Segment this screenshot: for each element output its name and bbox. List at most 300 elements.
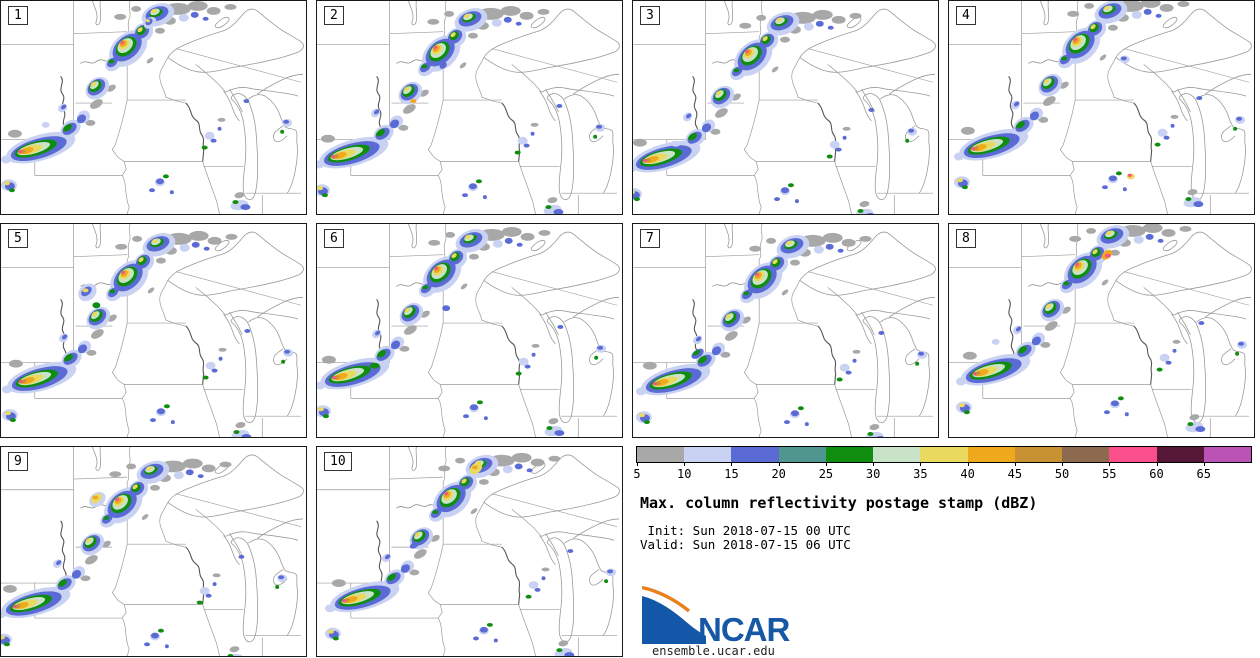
colorbar-tick — [1062, 462, 1063, 466]
radar-cell — [526, 595, 532, 599]
radar-cell — [739, 23, 751, 29]
radar-cell — [1198, 321, 1204, 325]
radar-cell — [1144, 9, 1152, 15]
radar-cell — [529, 581, 539, 589]
radar-cell — [275, 585, 279, 589]
radar-cell — [798, 406, 804, 410]
radar-cell — [1166, 361, 1172, 365]
radar-cell — [146, 56, 155, 64]
radar-cell — [1171, 124, 1175, 128]
radar-cell — [468, 33, 478, 39]
radar-cell — [212, 369, 218, 373]
radar-cell — [1134, 236, 1144, 244]
radar-cell — [503, 465, 513, 473]
radar-cell — [858, 209, 864, 213]
radar-cell — [1195, 426, 1205, 432]
radar-cell — [155, 28, 165, 34]
panel-map — [949, 224, 1254, 437]
radar-cell — [784, 420, 790, 424]
radar-cell — [103, 516, 109, 520]
radar-cell — [1164, 136, 1170, 140]
forecast-panel-5 — [0, 223, 307, 438]
radar-cell — [183, 459, 203, 469]
colorbar-tick-label: 5 — [633, 467, 641, 481]
radar-cell — [1189, 413, 1200, 421]
radar-cell — [521, 233, 535, 241]
radar-cell — [281, 360, 285, 364]
valid-time: Valid: Sun 2018-07-15 06 UTC — [640, 537, 851, 552]
radar-cell — [1084, 3, 1094, 9]
radar-cell — [1105, 254, 1111, 258]
radar-cell — [828, 26, 834, 30]
radar-cell — [1086, 228, 1096, 234]
radar-cell — [780, 37, 790, 43]
radar-cell — [114, 14, 126, 20]
radar-cell — [150, 418, 156, 422]
radar-cell — [771, 65, 780, 73]
radar-cell — [1116, 171, 1122, 175]
radar-cell — [607, 569, 613, 573]
radar-cell — [542, 568, 550, 572]
radar-cell — [781, 187, 789, 193]
radar-cell — [516, 22, 522, 26]
colorbar-segment — [920, 447, 967, 462]
radar-cell — [963, 352, 977, 360]
radar-cell — [202, 464, 216, 472]
radar-cell — [542, 576, 546, 580]
radar-cell — [556, 648, 562, 652]
init-valid-times — [640, 524, 851, 552]
radar-cell — [644, 420, 650, 424]
radar-cell — [961, 127, 975, 135]
radar-cell — [1233, 127, 1237, 131]
colorbar-tick-label: 45 — [1007, 467, 1023, 481]
colorbar-segment — [826, 447, 873, 462]
radar-cell — [557, 325, 563, 329]
radar-cell — [832, 16, 846, 24]
radar-cell — [836, 148, 842, 152]
radar-cell — [733, 68, 739, 72]
radar-cell — [869, 423, 880, 431]
radar-cell — [1156, 14, 1162, 18]
radar-cell — [1067, 11, 1079, 17]
radar-cell — [208, 237, 222, 245]
radar-cell — [1102, 185, 1108, 189]
radar-cell — [971, 147, 975, 150]
colorbar-segment — [1015, 447, 1062, 462]
ensemble-url: ensemble.ucar.edu — [652, 644, 775, 658]
radar-cell — [964, 410, 970, 414]
radar-cell — [278, 575, 284, 579]
radar-cell — [186, 469, 194, 475]
panel-number-badge: 7 — [640, 229, 660, 248]
colorbar-tick-label: 30 — [865, 467, 881, 481]
radar-cell — [321, 135, 335, 143]
radar-cell — [432, 510, 438, 514]
radar-cell — [816, 21, 824, 27]
radar-cell — [639, 413, 645, 417]
radar-cell — [494, 639, 498, 643]
colorbar-tick — [779, 462, 780, 466]
radar-cell — [211, 139, 217, 143]
radar-cell — [1132, 11, 1142, 19]
radar-cell — [126, 464, 136, 470]
radar-cell — [158, 629, 164, 633]
radar-cell — [165, 644, 169, 648]
forecast-panel-1 — [0, 0, 307, 215]
radar-cell — [473, 637, 479, 641]
radar-cell — [790, 260, 800, 266]
radar-cell — [487, 623, 493, 627]
forecast-panel-7 — [632, 223, 939, 438]
radar-cell — [519, 358, 529, 366]
radar-cell — [546, 426, 552, 430]
radar-cell — [203, 376, 209, 380]
radar-cell — [878, 331, 884, 335]
radar-cell — [179, 14, 189, 22]
radar-cell — [843, 127, 851, 131]
radar-cell — [643, 362, 657, 370]
panel-number-badge: 9 — [8, 452, 28, 471]
radar-cell — [843, 136, 847, 140]
panel-map — [317, 447, 622, 656]
radar-cell — [505, 238, 513, 244]
panel-number-badge: 6 — [324, 229, 344, 248]
radar-cell — [149, 188, 155, 192]
radar-cell — [164, 404, 170, 408]
radar-cell — [1193, 201, 1203, 207]
colorbar-segment — [1157, 447, 1204, 462]
radar-cell — [204, 247, 210, 251]
radar-cell — [1123, 187, 1127, 191]
radar-cell — [548, 417, 559, 425]
radar-cell — [531, 459, 545, 467]
radar-cell — [234, 191, 245, 199]
radar-cell — [328, 630, 334, 634]
colorbar-segment — [731, 447, 778, 462]
radar-cell — [115, 244, 127, 250]
radar-cell — [479, 479, 489, 485]
radar-cell — [218, 118, 226, 122]
radar-cell — [171, 420, 175, 424]
radar-cell — [517, 243, 523, 247]
panel-map — [1, 224, 306, 437]
radar-cell — [837, 378, 843, 382]
radar-cell — [283, 120, 289, 124]
radar-cell — [442, 305, 450, 311]
radar-cell — [4, 181, 10, 185]
radar-cell — [280, 130, 284, 134]
init-time: Init: Sun 2018-07-15 00 UTC — [640, 523, 851, 538]
radar-cell — [804, 23, 814, 31]
radar-cell — [156, 258, 166, 264]
radar-cell — [813, 10, 833, 20]
radar-cell — [180, 244, 190, 252]
panel-map — [1, 447, 306, 656]
radar-cell — [840, 364, 850, 372]
radar-cell — [567, 549, 573, 553]
colorbar-tick — [1015, 462, 1016, 466]
radar-cell — [156, 178, 164, 184]
radar-cell — [973, 372, 977, 375]
colorbar-tick — [637, 462, 638, 466]
radar-cell — [596, 125, 602, 129]
radar-cell — [455, 458, 465, 464]
radar-cell — [1099, 53, 1108, 61]
radar-cell — [13, 605, 17, 608]
radar-cell — [477, 400, 483, 404]
radar-cell — [323, 414, 329, 418]
radar-cell — [532, 344, 540, 348]
ncar-logo-swoosh-icon — [642, 586, 706, 644]
radar-cell — [157, 408, 165, 414]
radar-cell — [956, 378, 966, 386]
colorbar-segment — [1109, 447, 1156, 462]
radar-cell — [42, 122, 50, 128]
radar-cell — [1171, 115, 1179, 119]
forecast-panel-2 — [316, 0, 623, 215]
radar-cell — [421, 64, 427, 68]
radar-cell — [5, 411, 11, 415]
radar-cell — [1101, 278, 1110, 286]
radar-cell — [322, 356, 336, 364]
radar-cell — [132, 236, 142, 242]
radar-cell — [827, 155, 833, 159]
radar-cell — [1141, 1, 1161, 8]
radar-cell — [531, 132, 535, 136]
radar-cell — [959, 403, 965, 407]
radar-cell — [512, 453, 532, 463]
radar-cell — [594, 356, 598, 360]
radar-cell — [470, 507, 479, 515]
forecast-panel-10 — [316, 446, 623, 657]
legend-block — [632, 446, 1260, 657]
radar-cell — [957, 178, 963, 182]
radar-cell — [860, 236, 872, 242]
radar-cell — [4, 642, 10, 646]
radar-cell — [492, 19, 502, 27]
radar-cell — [147, 286, 156, 294]
colorbar-tick — [731, 462, 732, 466]
radar-cell — [918, 352, 924, 356]
radar-cell — [218, 127, 222, 131]
radar-cell — [1121, 56, 1127, 60]
radar-cell — [333, 637, 339, 641]
forecast-panel-8 — [948, 223, 1255, 438]
colorbar-segment — [684, 447, 731, 462]
radar-cell — [18, 150, 22, 153]
colorbar-tick — [873, 462, 874, 466]
radar-cell — [859, 200, 870, 208]
radar-cell — [463, 414, 469, 418]
reflectivity-colorbar — [636, 446, 1252, 463]
colorbar-tick-label: 25 — [818, 467, 834, 481]
radar-cell — [427, 19, 439, 25]
radar-cell — [131, 6, 141, 12]
radar-cell — [643, 159, 647, 162]
colorbar-segment — [1204, 447, 1251, 462]
radar-cell — [331, 155, 335, 158]
radar-cell — [766, 238, 776, 244]
radar-cell — [520, 12, 534, 20]
radar-cell — [962, 185, 968, 189]
radar-cell — [516, 372, 522, 376]
radar-cell — [460, 282, 469, 290]
radar-cell — [1162, 229, 1176, 237]
radar-cell — [850, 13, 862, 19]
radar-cell — [1158, 239, 1164, 243]
radar-cell — [781, 288, 790, 296]
radar-cell — [743, 291, 749, 295]
radar-cell — [1238, 342, 1244, 346]
forecast-panel-9 — [0, 446, 307, 657]
colorbar-tick — [968, 462, 969, 466]
radar-cell — [814, 246, 824, 254]
radar-cell — [82, 288, 88, 292]
radar-cell — [1118, 396, 1124, 400]
radar-cell — [205, 132, 215, 140]
radar-cell — [8, 130, 22, 138]
radar-cell — [671, 141, 681, 147]
radar-cell — [9, 188, 15, 192]
radar-cell — [1187, 422, 1193, 426]
radar-cell — [332, 579, 346, 587]
radar-cell — [1236, 117, 1242, 121]
radar-cell — [428, 240, 440, 246]
radar-cell — [220, 462, 232, 468]
colorbar-tick-label: 40 — [960, 467, 975, 481]
radar-cell — [539, 230, 551, 236]
radar-cell — [151, 633, 159, 639]
radar-cell — [3, 585, 17, 593]
radar-cell — [1160, 354, 1170, 362]
radar-cell — [826, 244, 834, 250]
colorbar-tick-label: 55 — [1102, 467, 1117, 481]
radar-cell — [146, 19, 150, 22]
radar-cell — [483, 195, 487, 199]
radar-cell — [823, 233, 843, 243]
radar-cell — [200, 587, 210, 595]
radar-cell — [846, 371, 852, 375]
radar-cell — [546, 205, 552, 209]
forecast-panel-4 — [948, 0, 1255, 215]
panel-number-badge: 10 — [324, 452, 352, 471]
radar-cell — [109, 471, 121, 477]
radar-cell — [445, 232, 455, 238]
radar-cell — [472, 465, 478, 469]
radar-cell — [515, 464, 523, 470]
radar-cell — [633, 139, 647, 147]
radar-cell — [1061, 56, 1067, 60]
colorbar-tick — [920, 462, 921, 466]
radar-cell — [905, 139, 909, 143]
colorbar-tick — [826, 462, 827, 466]
radar-cell — [867, 432, 873, 436]
panel-map — [317, 1, 622, 214]
radar-cell — [1157, 368, 1163, 372]
colorbar-segment — [1062, 447, 1109, 462]
radar-cell — [484, 416, 488, 420]
panel-map — [1, 1, 306, 214]
forecast-panel-6 — [316, 223, 623, 438]
radar-cell — [1111, 400, 1119, 406]
radar-cell — [1104, 410, 1110, 414]
radar-cell — [244, 329, 250, 333]
radar-cell — [1109, 175, 1117, 181]
radar-cell — [853, 350, 861, 354]
radar-cell — [144, 642, 150, 646]
radar-cell — [756, 15, 766, 21]
radar-cell — [597, 346, 603, 350]
radar-cell — [462, 193, 468, 197]
radar-cell — [317, 186, 323, 190]
radar-cell — [232, 200, 238, 204]
radar-cell — [1187, 188, 1198, 196]
radar-cell — [868, 108, 874, 112]
radar-cell — [108, 59, 114, 63]
radar-cell — [370, 363, 380, 369]
radar-cell — [188, 1, 208, 11]
radar-cell — [493, 240, 503, 248]
radar-cell — [558, 640, 569, 647]
radar-cell — [469, 254, 479, 260]
radar-cell — [213, 582, 217, 586]
radar-cell — [1160, 4, 1174, 12]
radar-cell — [502, 227, 522, 237]
radar-cell — [476, 179, 482, 183]
radar-cell — [325, 604, 335, 612]
radar-cell — [908, 129, 914, 133]
radar-cell — [225, 4, 237, 10]
colorbar-tick-label: 15 — [724, 467, 739, 481]
radar-cell — [1178, 1, 1190, 7]
radar-cell — [1069, 236, 1081, 242]
radar-cell — [197, 601, 203, 605]
radar-cell — [1179, 226, 1191, 232]
radar-cell — [202, 146, 208, 150]
radar-cell — [2, 385, 12, 393]
radar-cell — [636, 387, 646, 395]
radar-cell — [284, 350, 290, 354]
radar-cell — [1146, 234, 1154, 240]
colorbar-segment — [968, 447, 1015, 462]
radar-cell — [238, 555, 244, 559]
radar-cell — [469, 183, 477, 189]
forecast-panel-3 — [632, 0, 939, 215]
radar-cell — [1063, 281, 1069, 285]
radar-cell — [1173, 340, 1181, 344]
radar-cell — [226, 234, 238, 240]
colorbar-tick — [684, 462, 685, 466]
radar-cell — [233, 430, 239, 434]
radar-cell — [470, 404, 478, 410]
radar-cell — [1158, 129, 1168, 137]
radar-cell — [19, 380, 23, 383]
radar-cell — [749, 246, 761, 252]
colorbar-tick — [1109, 462, 1110, 466]
radar-cell — [515, 151, 521, 155]
radar-cell — [830, 141, 840, 149]
radar-cell — [207, 7, 221, 15]
radar-cell — [504, 17, 512, 23]
radar-cell — [1173, 349, 1177, 353]
radar-cell — [1, 156, 11, 164]
panel-number-badge: 2 — [324, 6, 344, 25]
colorbar-segment — [873, 447, 920, 462]
radar-cell — [518, 137, 528, 145]
radar-cell — [203, 17, 209, 21]
radar-cell — [92, 496, 98, 500]
